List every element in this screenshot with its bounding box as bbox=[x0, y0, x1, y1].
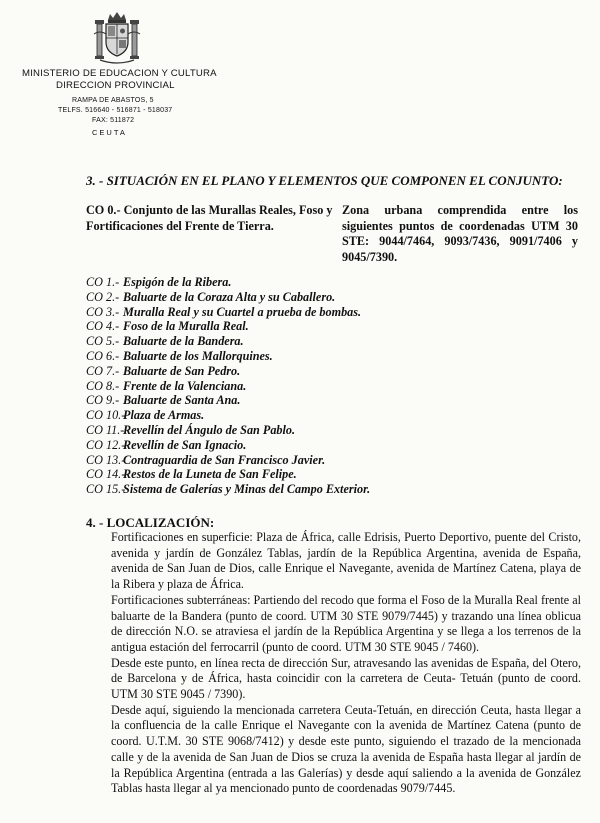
element-name: Contraguardia de San Francisco Javier. bbox=[123, 452, 326, 467]
element-code: CO 13.- bbox=[86, 452, 126, 467]
localization-paragraph: Fortificaciones subterráneas: Partiendo del recodo que forma el Foso de la Muralla Real frente al baluarte de la Bandera (punto de coord. UTM 30 STE 9079/7445) y trazando una línea oblicua de dirección N.O. se atraviesa el jardín de la República Argentina y se llega a los terrenos de la antigua estación del ferrocarril (punto de coord. UTM 30 STE 9045 / 7460). bbox=[111, 592, 581, 654]
element-code: CO 12.- bbox=[86, 437, 126, 452]
element-item bbox=[86, 305, 370, 320]
element-item bbox=[86, 319, 370, 334]
localization-paragraph: Fortificaciones en superficie: Plaza de África, calle Edrisis, Puerto Deportivo, puente del Cristo, avenida y jardín de González Tablas, jardín de la República Argentina, avenida de España, avenida de San Juan de Dios, calle Enrique el Navegante, avenida de Martínez Catena, playa de la Ribera y plaza de África. bbox=[111, 530, 581, 592]
element-name: Frente de la Valenciana. bbox=[123, 378, 247, 393]
element-name: Baluarte de los Mallorquines. bbox=[123, 348, 273, 363]
element-code: CO 15.- bbox=[86, 482, 126, 497]
element-code: CO 11.- bbox=[86, 422, 125, 437]
element-code: CO 8.- bbox=[86, 378, 120, 393]
element-name: Revellín de San Ignacio. bbox=[123, 437, 247, 452]
element-item bbox=[86, 379, 370, 394]
element-item bbox=[86, 334, 370, 349]
element-name: Baluarte de Santa Ana. bbox=[123, 393, 241, 408]
element-name: Plaza de Armas. bbox=[123, 408, 205, 423]
elements-list bbox=[86, 275, 370, 497]
element-item bbox=[86, 453, 370, 468]
element-item bbox=[86, 364, 370, 379]
element-code: CO 14.- bbox=[86, 467, 126, 482]
coat-of-arms-icon bbox=[92, 10, 142, 65]
localization-paragraph: Desde este punto, en línea recta de dirección Sur, atravesando las avenidas de España, del Otero, de Barcelona y de África, hasta coincidir con la carretera de Ceuta- Tetuán (punto de coord. UTM 30 STE 9045 / 7390). bbox=[111, 655, 581, 702]
element-name: Restos de la Luneta de San Felipe. bbox=[123, 467, 297, 482]
element-code: CO 6.- bbox=[86, 348, 120, 363]
letterhead-address: RAMPA DE ABASTOS, 5 bbox=[72, 97, 154, 104]
letterhead-fax: FAX: 511872 bbox=[92, 117, 135, 124]
element-item bbox=[86, 467, 370, 482]
element-item bbox=[86, 290, 370, 305]
letterhead bbox=[0, 0, 600, 160]
element-item bbox=[86, 275, 370, 290]
co0-description: Zona urbana comprendida entre los siguientes puntos de coordenadas UTM 30 STE: 9044/7464, 9093/7436, 9091/7406 y 9045/7390. bbox=[342, 203, 578, 264]
localization-paragraph: Desde aquí, siguiendo la mencionada carretera Ceuta-Tetuán, en dirección Ceuta, hasta llegar a la confluencia de la calle Enrique el Navegante con la avenida de Martínez Catena (punto de coord. U.T.M. 30 STE 9068/7412) y desde este punto, siguiendo el trazado de la mencionada calle y de la avenida de San Juan de Dios se cruza la avenida de España hasta llegar al jardín de la República Argentina (entrada a las Galerías) y desde aquí saliendo a la avenida de González Tablas hasta llegar al ya mencionado punto de coordenadas 9079/7445. bbox=[111, 702, 581, 796]
co0-label: CO 0.- Conjunto de las Murallas Reales, Foso y Fortificaciones del Frente de Tierra. bbox=[86, 203, 333, 233]
element-name: Revellín del Ángulo de San Pablo. bbox=[123, 422, 296, 437]
element-name: Baluarte de la Coraza Alta y su Caballero. bbox=[123, 289, 336, 304]
element-code: CO 3.- bbox=[86, 304, 120, 319]
element-code: CO 7.- bbox=[86, 363, 120, 378]
element-name: Espigón de la Ribera. bbox=[123, 275, 232, 289]
element-code: CO 1.- bbox=[86, 275, 120, 289]
letterhead-city: CEUTA bbox=[92, 128, 127, 137]
element-item bbox=[86, 423, 370, 438]
element-name: Sistema de Galerías y Minas del Campo Exterior. bbox=[123, 482, 371, 497]
letterhead-department: DIRECCION PROVINCIAL bbox=[56, 80, 175, 91]
section-3-title: 3. - SITUACIÓN EN EL PLANO Y ELEMENTOS QUE COMPONEN EL CONJUNTO: bbox=[86, 173, 563, 188]
element-item bbox=[86, 393, 370, 408]
element-item bbox=[86, 482, 370, 497]
letterhead-phones: TELFS. 516640 - 516871 - 518037 bbox=[58, 107, 173, 114]
element-code: CO 4.- bbox=[86, 319, 120, 334]
element-code: CO 10.- bbox=[86, 408, 126, 423]
letterhead-ministry: MINISTERIO DE EDUCACION Y CULTURA bbox=[22, 68, 217, 79]
element-code: CO 9.- bbox=[86, 393, 120, 408]
element-item bbox=[86, 438, 370, 453]
element-code: CO 5.- bbox=[86, 334, 120, 349]
element-item bbox=[86, 408, 370, 423]
element-item bbox=[86, 349, 370, 364]
localization-body bbox=[111, 530, 581, 797]
element-name: Muralla Real y su Cuartel a prueba de bombas. bbox=[123, 304, 362, 319]
element-name: Baluarte de la Bandera. bbox=[123, 334, 244, 349]
element-name: Baluarte de San Pedro. bbox=[123, 363, 241, 378]
element-name: Foso de la Muralla Real. bbox=[123, 319, 249, 334]
section-4-title: 4. - LOCALIZACIÓN: bbox=[86, 515, 215, 530]
element-code: CO 2.- bbox=[86, 289, 120, 304]
